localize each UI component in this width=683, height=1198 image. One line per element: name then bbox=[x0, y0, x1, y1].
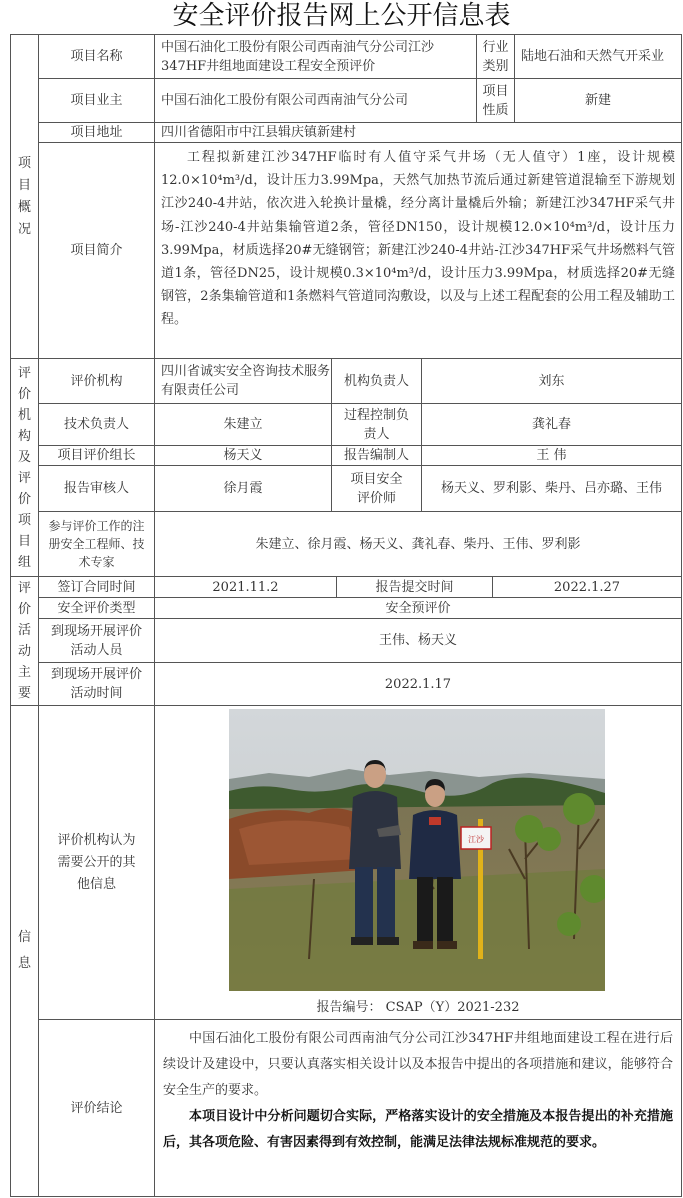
nature-label: 项目性质 bbox=[482, 83, 509, 118]
tech-label: 技术负责人 bbox=[63, 417, 129, 432]
marker-sign-text: 江沙 bbox=[468, 835, 484, 844]
address-value: 四川省德阳市中江县辑庆镇新建村 bbox=[161, 125, 357, 140]
writer-value: 王 伟 bbox=[536, 448, 567, 463]
submit-label: 报告提交时间 bbox=[375, 579, 454, 595]
time-value: 2022.1.17 bbox=[384, 676, 452, 692]
leader-value: 杨天义 bbox=[223, 448, 263, 463]
intro-label: 项目简介 bbox=[70, 243, 123, 258]
project-name-label: 项目名称 bbox=[70, 49, 123, 64]
owner-value bbox=[155, 79, 476, 122]
site-photo-drawing bbox=[229, 709, 605, 991]
industry-label: 行业类别 bbox=[482, 39, 509, 74]
other-info-label: 评价机构认为需要公开的其他信息 bbox=[57, 832, 136, 892]
section-org bbox=[11, 359, 38, 576]
owner-text: 中国石油化工股份有限公司西南油气分公司 bbox=[161, 93, 409, 108]
intro-value bbox=[155, 143, 681, 358]
section-org-label: 评价机构及评价项目组 bbox=[17, 365, 31, 570]
site-photo bbox=[229, 709, 605, 991]
reviewer-label: 报告审核人 bbox=[63, 481, 129, 496]
type-label: 安全评价类型 bbox=[57, 600, 136, 616]
reviewer-value: 徐月霞 bbox=[223, 481, 263, 496]
page-title: 安全评价报告网上公开信息表 bbox=[172, 1, 511, 31]
conclusion-paragraph-1: 中国石油化工股份有限公司西南油气分公司江沙347HF井组地面建设工程在进行后续设计及建设中，只要认真落实相关设计以及本报告中提出的各项措施和建议，能够符合安全生产的要求。 bbox=[163, 1031, 673, 1098]
contract-value: 2021.11.2 bbox=[212, 579, 279, 595]
evaluators-label: 项目安全评价师 bbox=[350, 471, 403, 506]
staff-value: 王伟、杨天义 bbox=[378, 633, 457, 648]
project-name-text: 中国石油化工股份有限公司西南油气分公司江沙347HF井组地面建设工程安全预评价 bbox=[161, 39, 435, 74]
conclusion-value bbox=[155, 1020, 681, 1196]
time-label: 到现场开展评价活动时间 bbox=[50, 667, 142, 701]
owner-label: 项目业主 bbox=[70, 93, 123, 108]
report-number: 报告编号： CSAP（Y）2021-232 bbox=[316, 999, 520, 1015]
section-activity bbox=[11, 577, 38, 705]
address-label: 项目地址 bbox=[70, 125, 123, 140]
contract-label: 签订合同时间 bbox=[57, 579, 136, 595]
nature-value: 新建 bbox=[584, 93, 611, 108]
section-info bbox=[11, 706, 38, 1196]
process-label: 过程控制负责人 bbox=[343, 407, 409, 442]
section-overview bbox=[11, 35, 38, 358]
submit-value: 2022.1.27 bbox=[553, 579, 621, 595]
industry-text: 陆地石油和天然气开采业 bbox=[521, 49, 665, 64]
conclusion-label: 评价结论 bbox=[70, 1100, 123, 1116]
process-value: 龚礼春 bbox=[531, 417, 571, 432]
agency-value bbox=[155, 359, 331, 403]
section-overview-label: 项目概况 bbox=[17, 155, 31, 237]
head-label: 机构负责人 bbox=[343, 373, 409, 389]
staff-label: 到现场开展评价活动人员 bbox=[50, 623, 142, 658]
intro-text: 工程拟新建江沙347HF临时有人值守采气井场（无人值守）1座，设计规模12.0×10⁴m³/d，设计压力3.99Mpa，天然气加热节流后通过新建管道混输至下游规划江沙240-4井站，依次进入轮换计量橇，经分离计量橇后外输；新建江沙347HF采气井场-江沙240-4井站集输管道2条，管径DN150，设计规模12.0×10⁴m³/d，设计压力3.99Mpa，材质选择20#无缝钢管；新建江沙240-4井站-江沙347HF采气井场燃料气管道1条，管径DN25，设计规模0.3×10⁴m³/d，设计压力3.99Mpa，材质选择20#无缝钢管，2条集输管道和1条燃料气管道同沟敷设，以及与上述工程配套的公用工程及辅助工程。 bbox=[161, 150, 675, 328]
head-value: 刘东 bbox=[538, 373, 565, 389]
engineers-label: 参与评价工作的注册安全工程师、技术专家 bbox=[48, 519, 145, 569]
leader-label: 项目评价组长 bbox=[57, 448, 136, 463]
conclusion-paragraph-2: 本项目设计中分析问题切合实际，严格落实设计的安全措施及本报告提出的补充措施后，其各项危险、有害因素得到有效控制，能满足法律法规标准规范的要求。 bbox=[163, 1109, 673, 1150]
agency-text: 四川省诚实安全咨询技术服务有限责任公司 bbox=[161, 364, 331, 398]
writer-label: 报告编制人 bbox=[343, 448, 409, 463]
section-info-label: 信息 bbox=[17, 930, 31, 971]
industry-value bbox=[515, 35, 681, 78]
evaluators-value: 杨天义、罗利影、柴丹、吕亦璐、王伟 bbox=[440, 481, 662, 496]
agency-label: 评价机构 bbox=[70, 373, 123, 389]
project-name-value bbox=[155, 35, 476, 78]
type-value: 安全预评价 bbox=[385, 600, 451, 616]
section-activity-label: 评价活动主要 bbox=[17, 581, 31, 701]
engineers-value: 朱建立、徐月霞、杨天义、龚礼春、柴丹、王伟、罗利影 bbox=[255, 536, 581, 552]
tech-value: 朱建立 bbox=[223, 417, 263, 432]
